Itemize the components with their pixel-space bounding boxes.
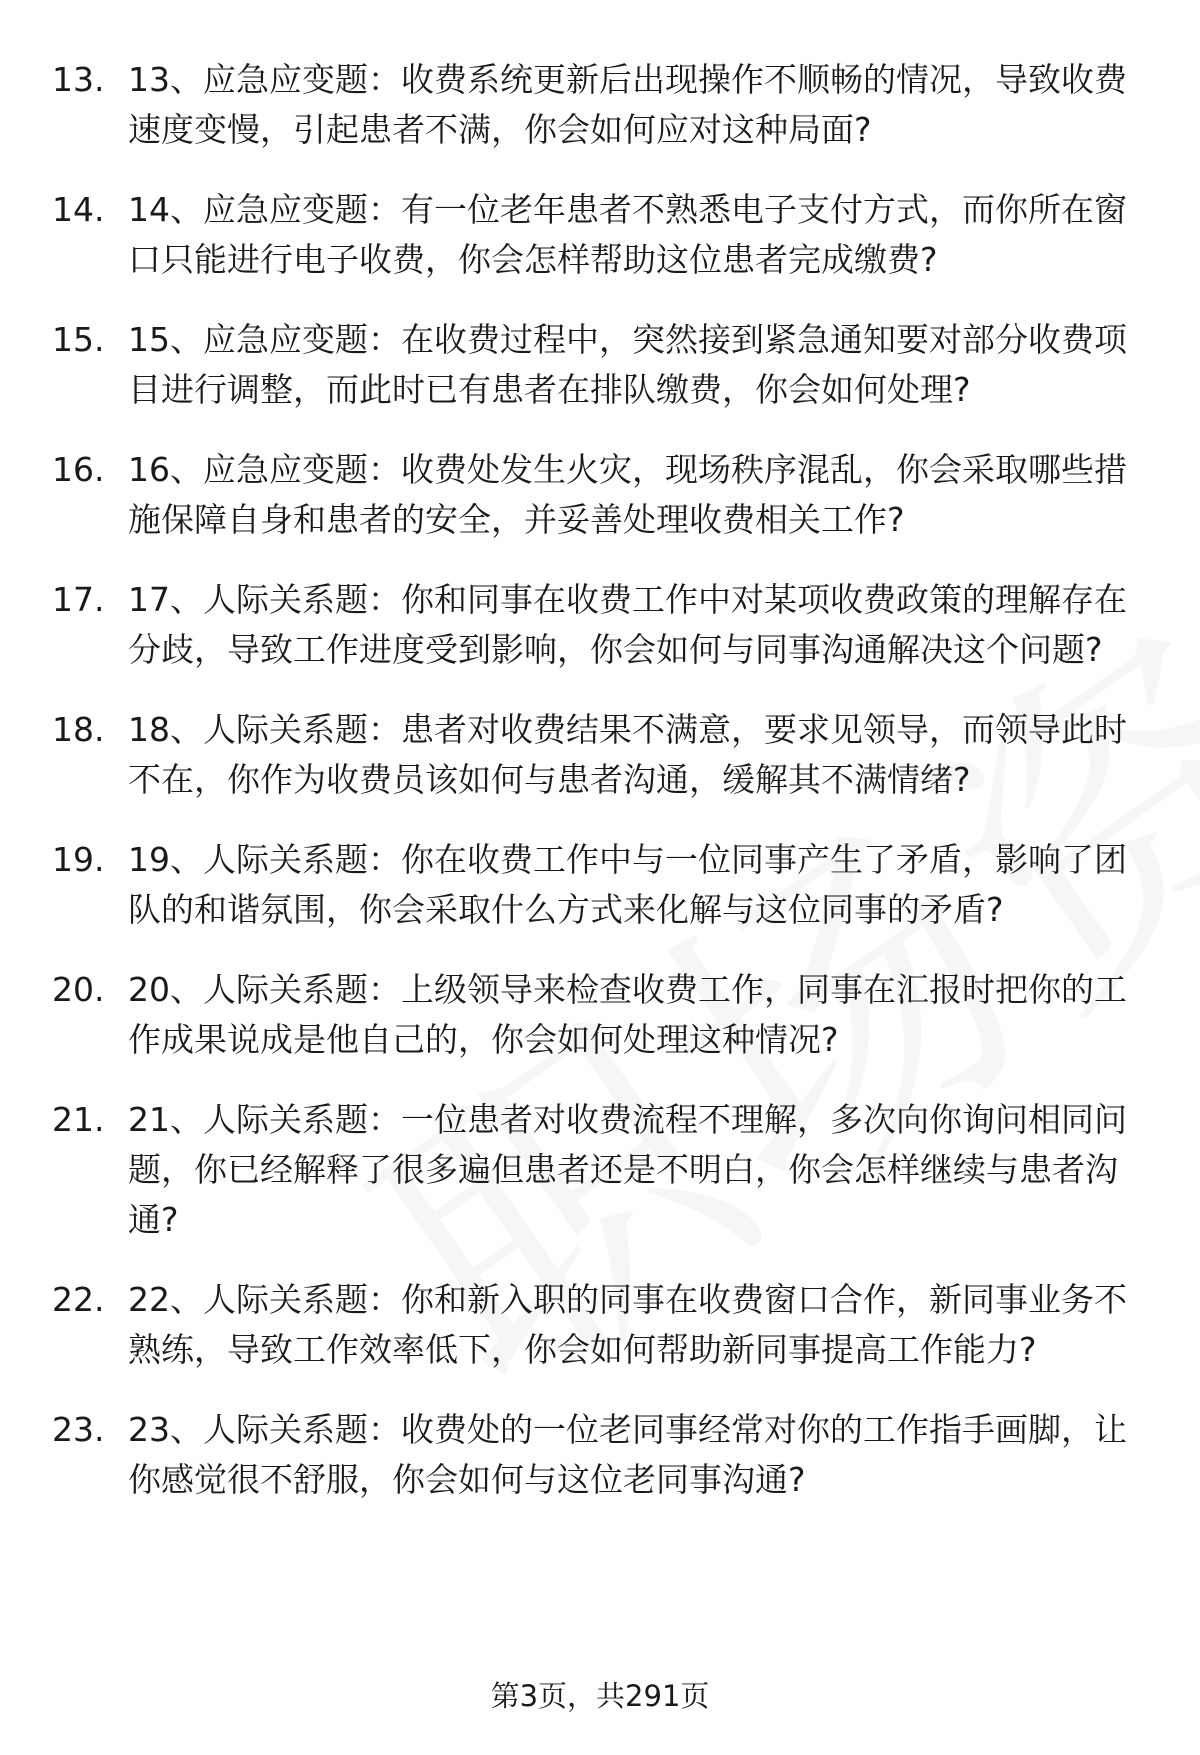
list-item — [0, 185, 1200, 285]
item-number: 23. — [52, 1410, 105, 1449]
list-item — [0, 965, 1200, 1065]
list-item — [0, 1275, 1200, 1375]
item-text: 23、人际关系题：收费处的一位老同事经常对你的工作指手画脚，让你感觉很不舒服，你会如何与这位老同事沟通? — [128, 1410, 1127, 1499]
list-item — [0, 315, 1200, 415]
item-text: 14、应急应变题：有一位老年患者不熟悉电子支付方式，而你所在窗口只能进行电子收费，你会怎样帮助这位患者完成缴费? — [128, 190, 1127, 279]
item-number: 16. — [52, 450, 105, 489]
item-number: 20. — [52, 970, 105, 1009]
list-item — [0, 445, 1200, 545]
item-text: 19、人际关系题：你在收费工作中与一位同事产生了矛盾，影响了团队的和谐氛围，你会采取什么方式来化解与这位同事的矛盾? — [128, 840, 1127, 929]
item-number: 18. — [52, 710, 105, 749]
item-number: 15. — [52, 320, 105, 359]
list-item — [0, 1095, 1200, 1245]
item-text: 20、人际关系题：上级领导来检查收费工作，同事在汇报时把你的工作成果说成是他自己的，你会如何处理这种情况? — [128, 970, 1127, 1059]
list-item — [0, 1405, 1200, 1505]
item-text: 22、人际关系题：你和新入职的同事在收费窗口合作，新同事业务不熟练，导致工作效率低下，你会如何帮助新同事提高工作能力? — [128, 1280, 1127, 1369]
item-number: 13. — [52, 60, 105, 99]
list-item — [0, 575, 1200, 675]
list-item — [0, 835, 1200, 935]
question-list — [0, 55, 1200, 1535]
list-item — [0, 55, 1200, 155]
item-text: 16、应急应变题：收费处发生火灾，现场秩序混乱，你会采取哪些措施保障自身和患者的安全，并妥善处理收费相关工作? — [128, 450, 1127, 539]
item-text: 15、应急应变题：在收费过程中，突然接到紧急通知要对部分收费项目进行调整，而此时已有患者在排队缴费，你会如何处理? — [128, 320, 1127, 409]
item-text: 13、应急应变题：收费系统更新后出现操作不顺畅的情况，导致收费速度变慢，引起患者不满，你会如何应对这种局面? — [128, 60, 1127, 149]
list-item — [0, 705, 1200, 805]
item-text: 21、人际关系题：一位患者对收费流程不理解，多次向你询问相同问题，你已经解释了很多遍但患者还是不明白，你会怎样继续与患者沟通? — [128, 1100, 1127, 1239]
item-text: 18、人际关系题：患者对收费结果不满意，要求见领导，而领导此时不在，你作为收费员该如何与患者沟通，缓解其不满情绪? — [128, 710, 1127, 799]
item-number: 21. — [52, 1100, 105, 1139]
item-text: 17、人际关系题：你和同事在收费工作中对某项收费政策的理解存在分歧，导致工作进度受到影响，你会如何与同事沟通解决这个问题? — [128, 580, 1127, 669]
item-number: 22. — [52, 1280, 105, 1319]
page-footer: 第3页，共291页 — [490, 1679, 710, 1713]
item-number: 14. — [52, 190, 105, 229]
item-number: 19. — [52, 840, 105, 879]
item-number: 17. — [52, 580, 105, 619]
